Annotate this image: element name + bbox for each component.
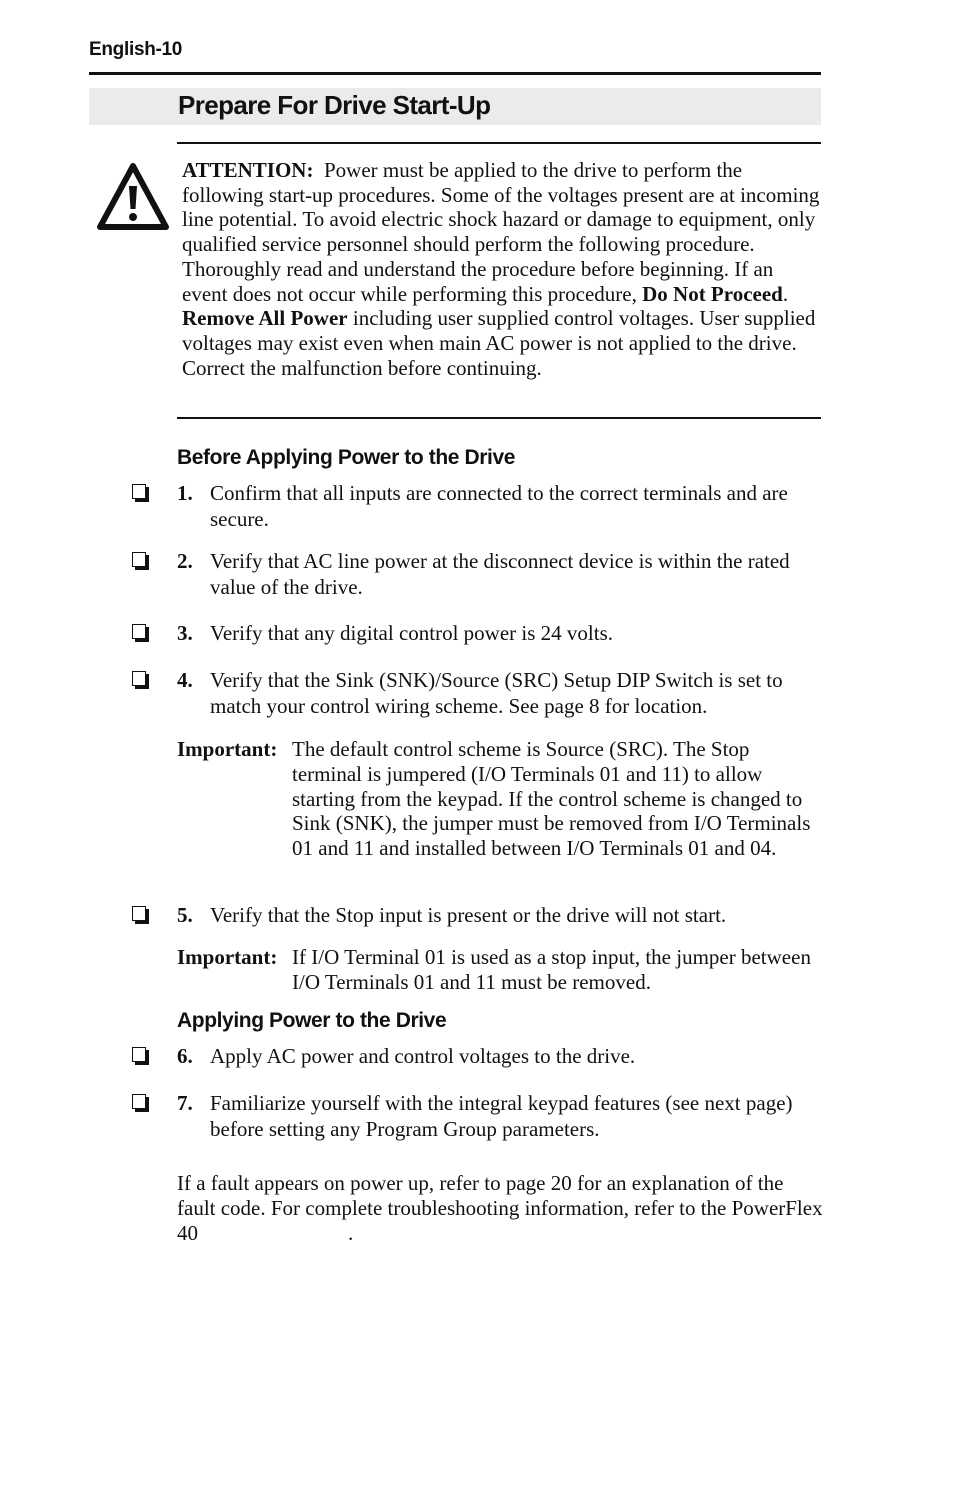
step-number: 5. — [177, 903, 193, 927]
attention-separator: . — [782, 281, 789, 306]
step-text: Verify that the Sink (SNK)/Source (SRC) Setup DIP Switch is set to match your control wiring scheme. See page 8 for location. — [210, 668, 783, 718]
step-number: 1. — [177, 481, 193, 505]
important-label: Important: — [177, 737, 278, 761]
page-title: Prepare For Drive Start-Up — [178, 90, 491, 120]
section-heading-applying-power: Applying Power to the Drive — [177, 1009, 447, 1032]
checkbox-icon[interactable] — [132, 1094, 146, 1109]
closing-end: . — [348, 1221, 354, 1245]
step-text: Apply AC power and control voltages to the drive. — [210, 1044, 636, 1068]
warning-triangle-icon — [96, 162, 170, 232]
important-label: Important: — [177, 945, 278, 969]
checkbox-icon[interactable] — [132, 484, 146, 499]
closing-text: If a fault appears on power up, refer to page 20 for an explanation of the fault code. For complete troubleshooting information, refer to the PowerFlex 40 — [177, 1171, 823, 1245]
step-text: Verify that the Stop input is present or the drive will not start. — [210, 903, 727, 927]
page-header-label: English-10 — [89, 39, 183, 60]
important-text: If I/O Terminal 01 is used as a stop input, the jumper between I/O Terminals 01 and 11 must be removed. — [292, 945, 811, 994]
closing-paragraph — [177, 1171, 827, 1246]
step-text: Verify that AC line power at the disconnect device is within the rated value of the drive. — [210, 549, 790, 599]
step-text: Familiarize yourself with the integral keypad features (see next page) before setting any Program Group parameters. — [210, 1091, 793, 1141]
attention-text-b: including user supplied control voltages. User supplied voltages may exist even when main AC power is not applied to the drive. Correct the malfunction before continuing. — [182, 306, 816, 380]
step-number: 7. — [177, 1091, 193, 1115]
attention-label: ATTENTION: — [182, 158, 314, 182]
attention-top-rule — [177, 142, 821, 144]
attention-text-a: Power must be applied to the drive to perform the following start-up procedures. Some of the voltages present are at incoming line potential. To avoid electric shock hazard or damage to equipment, only qualified service personnel should perform the following procedure. Thoroughly read and understand the procedure before beginning. If an event does not occur while performing this procedure, — [182, 158, 820, 306]
checkbox-icon[interactable] — [132, 1047, 146, 1062]
attention-bold-remove-power: Remove All Power — [182, 306, 348, 331]
step-number: 6. — [177, 1044, 193, 1068]
checkbox-icon[interactable] — [132, 552, 146, 567]
section-heading-before-power: Before Applying Power to the Drive — [177, 446, 516, 469]
checkbox-icon[interactable] — [132, 624, 146, 639]
attention-notice — [182, 158, 822, 380]
step-number: 2. — [177, 549, 193, 573]
step-number: 4. — [177, 668, 193, 692]
step-number: 3. — [177, 621, 193, 645]
checkbox-icon[interactable] — [132, 671, 146, 686]
step-text: Confirm that all inputs are connected to the correct terminals and are secure. — [210, 481, 788, 531]
title-band — [89, 88, 821, 125]
step-text: Verify that any digital control power is 24 volts. — [210, 621, 614, 645]
header-rule — [89, 72, 821, 75]
checkbox-icon[interactable] — [132, 906, 146, 921]
attention-bold-do-not-proceed: Do Not Proceed — [642, 281, 783, 306]
important-text: The default control scheme is Source (SRC). The Stop terminal is jumpered (I/O Terminals 01 and 11) to allow starting from the keypad. If the control scheme is changed to Sink (SNK), the jumper must be removed from I/O Terminals 01 and 11 and installed between I/O Terminals 01 and 04. — [292, 737, 811, 861]
attention-bottom-rule — [177, 417, 821, 419]
